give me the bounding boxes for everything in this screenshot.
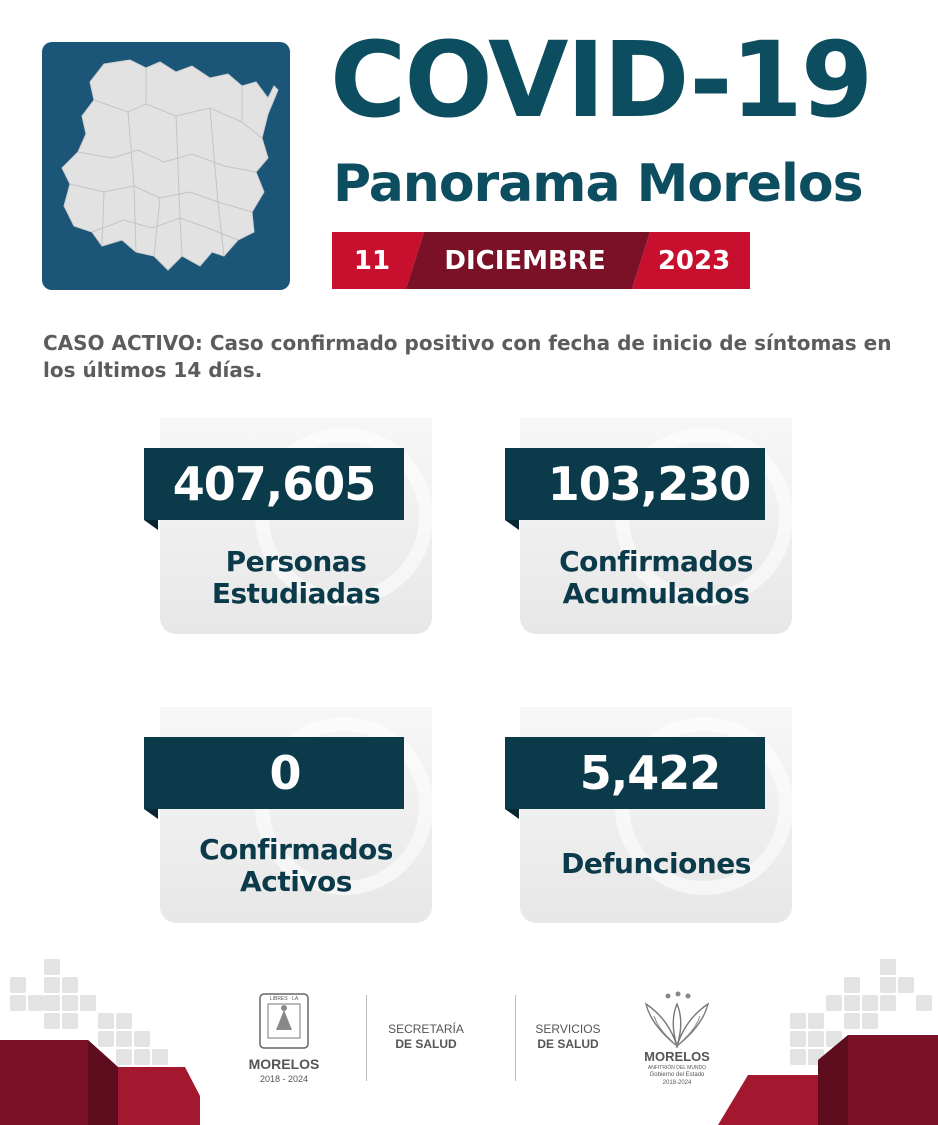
stat-value: 5,422	[579, 746, 721, 800]
stat-label-line1: Personas	[225, 545, 367, 578]
footer-pixel-decoration-right	[718, 955, 938, 1125]
date-month: DICIEMBRE	[444, 246, 606, 276]
servicios-salud-logo	[520, 1022, 616, 1062]
morelos-years: 2018 - 2024	[259, 1074, 309, 1084]
morelos-map-icon	[42, 42, 290, 290]
stat-value: 0	[269, 746, 301, 800]
date-banner	[332, 232, 750, 289]
stat-label-line2: Estudiadas	[211, 577, 381, 610]
date-year: 2023	[657, 246, 731, 276]
stat-label-line2: Acumulados	[562, 577, 750, 610]
morelos-government-logo	[236, 990, 332, 1090]
anfitrion-years: 2018-2024	[662, 1080, 692, 1086]
footer-divider	[515, 995, 516, 1081]
morelos-map-tile	[42, 42, 290, 290]
stat-label-line1: Confirmados	[559, 545, 753, 578]
page-subtitle: Panorama Morelos	[333, 154, 863, 214]
seal-text: LIBRES · LA	[269, 996, 299, 1002]
footer-divider	[366, 995, 367, 1081]
anfitrion-government: Gobierno del Estado	[649, 1072, 705, 1078]
secretaria-line2: DE SALUD	[395, 1037, 457, 1051]
anfitrion-subtitle: ANFITRIÓN DEL MUNDO	[647, 1065, 707, 1071]
lotus-flower-icon	[632, 990, 722, 1050]
servicios-line1: SERVICIOS	[535, 1022, 601, 1036]
stat-label-line1: Confirmados	[199, 833, 393, 866]
servicios-line2: DE SALUD	[537, 1037, 599, 1051]
stat-value: 103,230	[547, 457, 751, 511]
anfitrion-title: MORELOS	[644, 1049, 710, 1064]
secretaria-line1: SECRETARÍA	[388, 1022, 464, 1036]
footer-red-shape-right	[718, 955, 938, 1125]
morelos-anfitrion-logo	[632, 990, 722, 1090]
active-case-definition: CASO ACTIVO: Caso confirmado positivo con fecha de inicio de síntomas en los últimos 14 días.	[43, 331, 892, 382]
page-title: COVID-19	[330, 19, 872, 141]
stat-value: 407,605	[172, 457, 376, 511]
secretaria-salud-logo	[378, 1022, 474, 1062]
footer-red-shape-left	[0, 955, 200, 1125]
stat-label-line2: Activos	[240, 865, 352, 898]
stat-label-line1: Defunciones	[561, 847, 751, 880]
footer-pixel-decoration-left	[0, 955, 200, 1125]
morelos-label: MORELOS	[248, 1056, 320, 1072]
date-day: 11	[353, 246, 391, 276]
